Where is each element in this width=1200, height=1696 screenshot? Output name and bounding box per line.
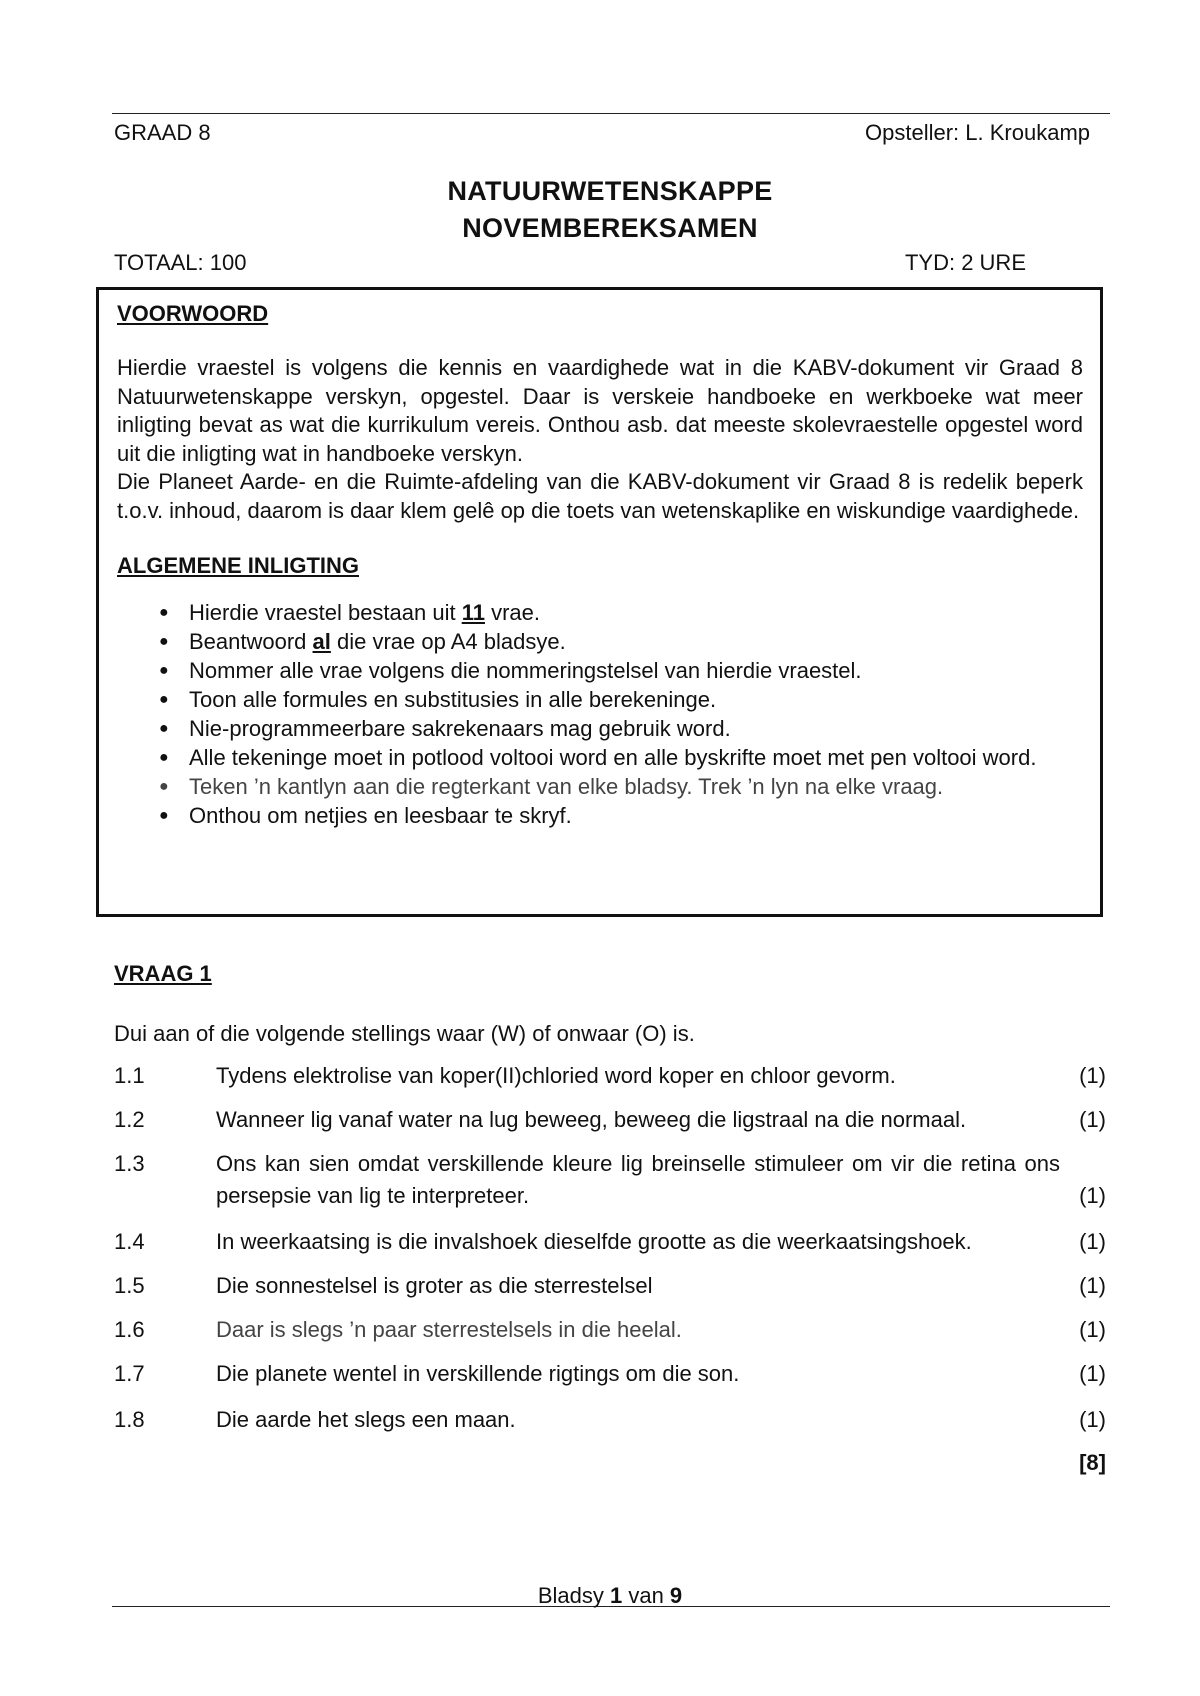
bullet-icon: ● xyxy=(159,749,169,766)
question-mark: (1) xyxy=(1079,1107,1106,1132)
bullet-text: Nie-programmeerbare sakrekenaars mag gebruik word. xyxy=(189,716,731,741)
question-item xyxy=(114,1270,1106,1302)
question-item xyxy=(114,1226,1106,1258)
list-item xyxy=(159,627,1083,656)
bullet-icon: ● xyxy=(159,720,169,737)
footer-text: Bladsy xyxy=(537,1583,610,1608)
author-label: Opsteller: L. Kroukamp xyxy=(865,120,1090,145)
list-item xyxy=(159,656,1083,685)
question-item xyxy=(114,1148,1106,1212)
question-1-instruction: Dui aan of die volgende stellings waar (W) of onwaar (O) is. xyxy=(114,1021,695,1046)
bullet-text: Alle tekeninge moet in potlood voltooi word en alle byskrifte moet met pen voltooi word. xyxy=(189,745,1037,770)
bullet-icon: ● xyxy=(159,807,169,824)
bullet-text: Beantwoord xyxy=(189,629,313,654)
question-number: 1.3 xyxy=(114,1151,145,1176)
question-item xyxy=(114,1404,1106,1436)
question-mark: (1) xyxy=(1079,1407,1106,1432)
exam-title: NOVEMBEREKSAMEN xyxy=(462,213,758,243)
question-1-total: [8] xyxy=(1079,1450,1106,1475)
question-mark: (1) xyxy=(1079,1361,1106,1386)
bullet-text: Teken ’n kantlyn aan die regterkant van elke bladsy. Trek ’n lyn na elke vraag. xyxy=(189,774,944,799)
question-item xyxy=(114,1358,1106,1390)
bullet-text: die vrae op A4 bladsye. xyxy=(330,629,566,654)
instructions-box xyxy=(96,287,1103,917)
general-heading: ALGEMENE INLIGTING xyxy=(117,553,359,578)
bullet-icon: ● xyxy=(159,633,169,650)
bullet-text: Hierdie vraestel bestaan uit xyxy=(189,600,462,625)
question-number: 1.7 xyxy=(114,1361,145,1386)
question-mark: (1) xyxy=(1079,1273,1106,1298)
question-1-heading: VRAAG 1 xyxy=(114,961,212,986)
total-page-number: 9 xyxy=(669,1583,683,1608)
question-number: 1.4 xyxy=(114,1229,145,1254)
question-text: Tydens elektrolise van koper(II)chloried word koper en chloor gevorm. xyxy=(216,1063,896,1088)
question-text: Daar is slegs ’n paar sterrestelsels in die heelal. xyxy=(216,1317,682,1342)
question-item xyxy=(114,1060,1106,1092)
header-rule xyxy=(112,113,1110,114)
page-header xyxy=(114,120,1090,146)
bullet-text: Onthou om netjies en leesbaar te skryf. xyxy=(189,803,572,828)
list-item xyxy=(159,598,1083,627)
question-number: 1.2 xyxy=(114,1107,145,1132)
question-mark: (1) xyxy=(1079,1317,1106,1342)
preface-paragraph-1: Hierdie vraestel is volgens die kennis en vaardighede wat in die KABV-dokument vir Graad 8 Natuurwetenskappe verskyn, opgestel. Daar is verskeie handboeke en werkboeke wat meer inligting bevat as wat die kurrikulum vereis. Onthou asb. dat meeste skolevraestelle opgestel word uit die inligting wat in handboeke verskyn. xyxy=(117,355,1083,466)
question-number: 1.8 xyxy=(114,1407,145,1432)
bullet-icon: ● xyxy=(159,604,169,621)
question-text: Die planete wentel in verskillende rigtings om die son. xyxy=(216,1361,740,1386)
grade-label: GRAAD 8 xyxy=(114,120,211,145)
bullet-icon: ● xyxy=(159,778,169,795)
question-item xyxy=(114,1104,1106,1136)
question-text: Die sonnestelsel is groter as die sterrestelsel xyxy=(216,1273,653,1298)
time-allowed: TYD: 2 URE xyxy=(904,250,1026,275)
bullet-icon: ● xyxy=(159,662,169,679)
general-info-list xyxy=(117,598,1083,830)
question-text: Die aarde het slegs een maan. xyxy=(216,1407,516,1432)
list-item xyxy=(159,685,1083,714)
total-marks: TOTAAL: 100 xyxy=(114,250,247,275)
emphasis-word: al xyxy=(312,629,331,654)
list-item xyxy=(159,743,1083,772)
emphasis-number: 11 xyxy=(461,600,485,625)
totals-row xyxy=(114,250,1026,276)
bullet-icon: ● xyxy=(159,691,169,708)
bullet-text: Nommer alle vrae volgens die nommeringstelsel van hierdie vraestel. xyxy=(189,658,862,683)
instructions-content xyxy=(117,300,1083,830)
question-number: 1.1 xyxy=(114,1063,145,1088)
question-text: In weerkaatsing is die invalshoek dieselfde grootte as die weerkaatsingshoek. xyxy=(216,1229,972,1254)
list-item xyxy=(159,714,1083,743)
preface-paragraph-2: Die Planeet Aarde- en die Ruimte-afdeling van die KABV-dokument vir Graad 8 is redelik beperk t.o.v. inhoud, daarom is daar klem gelê op die toets van wetenskaplike en wiskundige vaardighede. xyxy=(117,469,1083,523)
question-mark: (1) xyxy=(1079,1183,1106,1208)
question-item xyxy=(114,1314,1106,1346)
bullet-text: Toon alle formules en substitusies in alle berekeninge. xyxy=(189,687,717,712)
question-text: Ons kan sien omdat verskillende kleure lig breinselle stimuleer om vir die retina ons persepsie van lig te interpreteer. xyxy=(216,1151,1060,1208)
question-number: 1.5 xyxy=(114,1273,145,1298)
question-number: 1.6 xyxy=(114,1317,145,1342)
page-footer xyxy=(0,1583,1200,1609)
subject-title: NATUURWETENSKAPPE xyxy=(447,176,773,206)
current-page-number: 1 xyxy=(609,1583,623,1608)
bullet-text: vrae. xyxy=(484,600,540,625)
preface-heading: VOORWOORD xyxy=(117,301,269,326)
preface-text xyxy=(117,354,1083,525)
question-text: Wanneer lig vanaf water na lug beweeg, beweeg die ligstraal na die normaal. xyxy=(216,1107,967,1132)
list-item xyxy=(159,801,1083,830)
question-mark: (1) xyxy=(1079,1229,1106,1254)
list-item xyxy=(159,772,1083,801)
question-mark: (1) xyxy=(1079,1063,1106,1088)
footer-text: van xyxy=(622,1583,670,1608)
